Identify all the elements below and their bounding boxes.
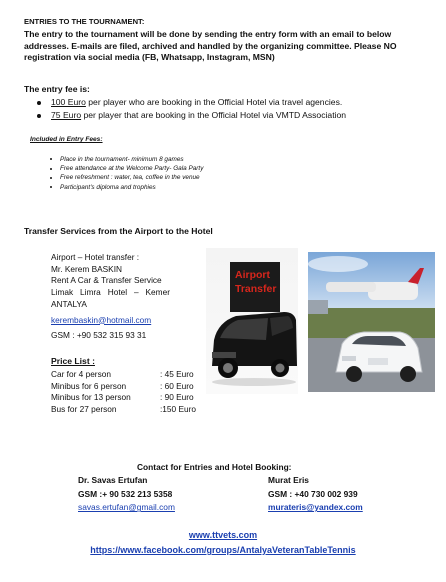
contact-person: [78, 474, 175, 515]
bullet-icon: [37, 114, 41, 118]
website-line: [0, 530, 446, 540]
list-item-text: Free attendance at the Welcome Party- Gala Party: [60, 165, 204, 173]
price-label: Minibus for 13 person: [51, 392, 131, 403]
fee-amount: 100 Euro: [51, 97, 86, 107]
transfer-line: Mr. Kerem BASKIN: [51, 263, 123, 274]
list-item-text: Place in the tournament- minimum 8 games: [60, 156, 184, 163]
contact-gsm: GSM :+ 90 532 213 5358: [78, 488, 173, 499]
airplane-car-photo: [308, 252, 435, 392]
transfer-line: Airport – Hotel transfer :: [51, 252, 140, 262]
price-label: Bus for 27 person: [51, 403, 117, 414]
transfer-gsm: GSM : +90 532 315 93 31: [51, 330, 147, 341]
price-label: Minibus for 6 person: [51, 380, 127, 391]
facebook-link[interactable]: https://www.facebook.com/groups/AntalyaVeteranTableTennis: [90, 545, 356, 555]
contact-title: Contact for Entries and Hotel Booking:: [137, 462, 292, 472]
price-row: [51, 369, 211, 381]
website-link[interactable]: www.ttvets.com: [188, 530, 258, 540]
section-heading: ENTRIES TO THE TOURNAMENT:: [24, 17, 145, 26]
entry-line: registration via social media (FB, Whatsapp, Instagram, MSN): [24, 52, 275, 63]
facebook-line: [0, 545, 446, 555]
entry-paragraph: [24, 29, 434, 64]
transfer-title: Transfer Services from the Airport to the Hotel: [24, 226, 213, 236]
bullet-icon: [50, 158, 52, 160]
price-value: : 60 Euro: [160, 380, 194, 391]
list-item: [50, 183, 203, 192]
price-value: : 45 Euro: [160, 369, 194, 379]
fee-amount: 75 Euro: [51, 110, 82, 120]
transfer-email-link[interactable]: kerembaskin@hotmail.com: [51, 314, 152, 325]
transfer-line: ANTALYA: [51, 298, 87, 309]
price-row: [51, 392, 211, 404]
price-list-title: Price List :: [51, 356, 95, 366]
transfer-details: [51, 252, 203, 342]
transfer-line: Rent A Car & Transfer Service: [51, 275, 162, 286]
bullet-icon: [50, 168, 52, 170]
sign-text: Airport Transfer: [235, 269, 277, 295]
bullet-icon: [50, 186, 52, 188]
list-item-text: Free refreshment : water, tea, coffee in the venue: [60, 174, 200, 182]
transfer-line: Limak Limra Hotel – Kemer: [51, 287, 170, 298]
bullet-icon: [50, 177, 52, 179]
price-list: [51, 369, 211, 415]
list-item: [50, 173, 203, 182]
airport-transfer-image: [206, 248, 298, 394]
price-value: :150 Euro: [160, 403, 196, 414]
fee-item: [37, 97, 342, 108]
contact-person: [268, 474, 363, 515]
fee-text: per player who are booking in the Official Hotel via travel agencies.: [85, 97, 343, 107]
included-list: [50, 155, 203, 192]
fee-title: The entry fee is:: [24, 84, 90, 94]
list-item-text: Participant's diploma and trophies: [60, 183, 156, 191]
contact-email-link[interactable]: murateris@yandex.com: [268, 502, 363, 513]
price-label: Car for 4 person: [51, 369, 111, 379]
list-item: [50, 155, 203, 164]
bullet-icon: [37, 101, 41, 105]
contact-gsm: GSM : +40 730 002 939: [268, 488, 358, 499]
contact-email-link[interactable]: savas.ertufan@gmail.com: [78, 502, 175, 513]
price-row: [51, 404, 211, 416]
price-row: [51, 381, 211, 393]
entry-line: addresses. E-mails are filed, archived and handled by the organizing committee. Please NO: [24, 40, 397, 51]
fee-text: per player that are booking in the Official Hotel via VMTD Association: [81, 110, 347, 120]
van-icon: [206, 248, 298, 394]
fee-item: [37, 110, 346, 121]
price-value: : 90 Euro: [160, 392, 194, 403]
included-title: Included in Entry Fees:: [30, 136, 103, 143]
airport-photo: [308, 252, 435, 392]
contact-name: Murat Eris: [268, 475, 309, 485]
entry-line: The entry to the tournament will be done by sending the entry form with an email to below: [24, 29, 392, 39]
contact-name: Dr. Savas Ertufan: [78, 475, 148, 485]
list-item: [50, 164, 203, 173]
